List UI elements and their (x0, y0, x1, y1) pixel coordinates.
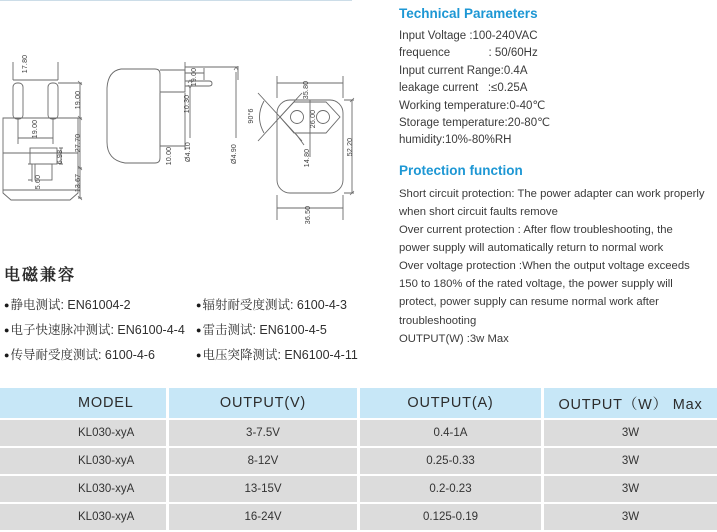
protection-function-list (399, 185, 715, 348)
face-view-drawing (242, 62, 367, 234)
front-view-drawing (2, 50, 100, 212)
pf-line: 150 to 180% of the rated voltage, the power supply will (399, 278, 673, 291)
dim-label: 35.80 (303, 80, 310, 100)
technical-parameters-title: Technical Parameters (399, 6, 538, 21)
dim-label: 19.00 (75, 90, 82, 110)
bullet-icon: ● (4, 350, 10, 360)
cell-output-v: 8-12V (166, 448, 357, 474)
emc-test-list (4, 295, 394, 363)
pf-line: Short circuit protection: The power adapter can work properly (399, 187, 705, 200)
cell-model: KL030-xyA (0, 420, 166, 446)
emc-item-label: 辐射耐受度测试: 6100-4-3 (202, 298, 347, 312)
cell-output-a: 0.125-0.19 (357, 504, 541, 530)
socket-hole-left (291, 111, 304, 124)
pf-line: when short circuit faults remove (399, 205, 558, 218)
pf-line: Over voltage protection :When the output voltage exceeds (399, 260, 690, 273)
socket-hole-right (317, 111, 330, 124)
spec-table (0, 388, 717, 532)
cell-output-w: 3W (541, 448, 717, 474)
cell-output-a: 0.2-0.23 (357, 476, 541, 502)
tp-line: Input current Range:0.4A (399, 64, 528, 77)
pf-line: power supply will automatically return to normal work (399, 242, 664, 255)
side-view-svg (103, 60, 245, 210)
dim-label: 10.00 (166, 146, 173, 166)
cell-output-v: 3-7.5V (166, 420, 357, 446)
dim-label: 52.20 (347, 137, 354, 157)
side-view-drawing (103, 60, 245, 210)
emc-item (196, 345, 394, 363)
protection-function-section (399, 163, 715, 348)
dim-label: 10.30 (184, 94, 191, 114)
dim-label: 17.80 (22, 54, 29, 74)
col-header-output-v: OUTPUT(V) (166, 388, 357, 418)
emc-item-label: 雷击测试: EN6100-4-5 (202, 323, 327, 337)
dim-label: 19.00 (191, 67, 198, 87)
emc-item-label: 电压突降测试: EN6100-4-11 (202, 348, 358, 362)
technical-parameters-list (399, 28, 715, 150)
bullet-icon: ● (4, 300, 10, 310)
page-top-border (0, 0, 352, 1)
dim-label: 19.00 (32, 119, 39, 139)
dim-label: 5.60 (35, 174, 42, 190)
face-view-svg (242, 62, 367, 234)
protection-function-title: Protection function (399, 162, 523, 178)
pf-line: protect, power supply can resume normal work after (399, 296, 659, 309)
dim-label: 13.67 (75, 173, 82, 193)
bullet-icon: ● (196, 350, 202, 360)
cell-output-v: 16-24V (166, 504, 357, 530)
table-row (0, 448, 717, 474)
bullet-icon: ● (4, 325, 10, 335)
tp-line: frequence : 50/60Hz (399, 47, 538, 60)
table-header-row (0, 388, 717, 418)
dim-label: 14.80 (304, 148, 311, 168)
plug-prong-right (48, 83, 58, 119)
cell-output-a: 0.4-1A (357, 420, 541, 446)
emc-section (4, 262, 394, 363)
dim-label: 36.50 (305, 205, 312, 225)
right-column (399, 6, 715, 348)
table-row (0, 420, 717, 446)
dim-label: Ø4.90 (231, 143, 238, 165)
cell-output-a: 0.25-0.33 (357, 448, 541, 474)
emc-item (196, 295, 394, 313)
front-view-svg (2, 50, 100, 212)
emc-item-label: 传导耐受度测试: 6100-4-6 (10, 348, 155, 362)
emc-item (4, 345, 196, 363)
emc-item-label: 电子快速脉冲测试: EN6100-4-4 (10, 323, 185, 337)
dim-label: 27.70 (75, 133, 82, 153)
cell-model: KL030-xyA (0, 448, 166, 474)
dim-label: 90°6 (248, 108, 255, 124)
pf-line: Over current protection : After flow troubleshooting, the (399, 224, 673, 237)
adapter-side-outline (107, 69, 160, 163)
table-row (0, 476, 717, 502)
col-header-output-w-max: OUTPUT（W） Max (541, 388, 717, 418)
dim-label: Ø4.10 (185, 141, 192, 163)
pf-line: troubleshooting (399, 314, 477, 327)
cell-output-v: 13-15V (166, 476, 357, 502)
emc-item (196, 320, 394, 338)
pf-line: OUTPUT(W) :3w Max (399, 332, 509, 345)
cell-model: KL030-xyA (0, 504, 166, 530)
tp-line: Storage temperature:20-80℃ (399, 117, 550, 130)
cell-model: KL030-xyA (0, 476, 166, 502)
plug-prong-left (13, 83, 23, 119)
cell-output-w: 3W (541, 476, 717, 502)
output-port-upper (30, 148, 57, 164)
bullet-icon: ● (196, 300, 202, 310)
tp-line: leakage current :≤0.25A (399, 82, 528, 95)
col-header-model: MODEL (0, 388, 166, 418)
table-row (0, 504, 717, 530)
cell-output-w: 3W (541, 504, 717, 530)
tp-line: humidity:10%-80%RH (399, 134, 512, 147)
emc-item (4, 320, 196, 338)
dim-label: 26.00 (310, 109, 317, 129)
tp-line: Working temperature:0-40℃ (399, 99, 546, 112)
col-header-output-a: OUTPUT(A) (357, 388, 541, 418)
bullet-icon: ● (196, 325, 202, 335)
emc-item (4, 295, 196, 313)
cell-output-w: 3W (541, 420, 717, 446)
dim-label: 6.98 (57, 149, 64, 165)
emc-item-label: 静电测试: EN61004-2 (10, 298, 131, 312)
tp-line: Input Voltage :100-240VAC (399, 30, 538, 42)
emc-title: 电磁兼容 (4, 267, 77, 284)
